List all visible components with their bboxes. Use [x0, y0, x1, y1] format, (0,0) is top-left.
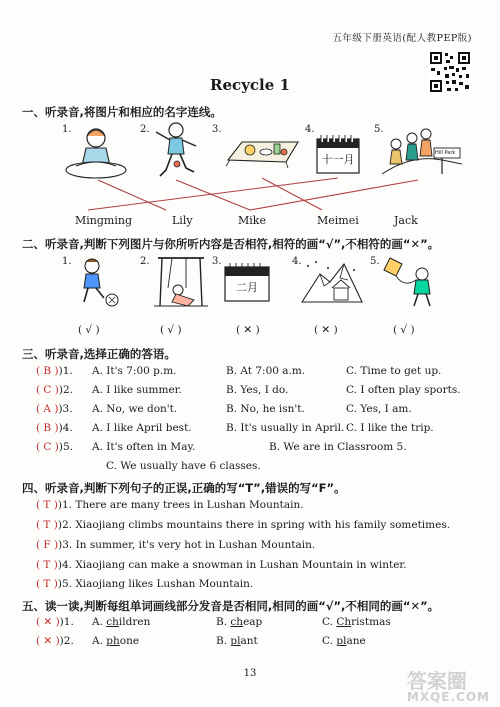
- s3-item-2: [36, 384, 73, 396]
- s2-answer-1: ( √ ): [78, 324, 100, 336]
- s3-item-5-option-b: B. We are in Classroom 5.: [269, 441, 407, 453]
- s3-item-1-number: )1.: [58, 365, 73, 377]
- watermark-line1: 答案圈: [406, 669, 467, 693]
- s3-item-1-option-b: B. At 7:00 a.m.: [226, 365, 306, 377]
- s5-item-2-option-a: A. phone: [92, 635, 140, 647]
- page-title: Recycle 1: [210, 76, 290, 94]
- line-pic4-mingming: [88, 178, 338, 210]
- s1-number-3: 3.: [212, 124, 222, 135]
- s3-item-4-answer: ( B ): [36, 422, 59, 434]
- name-meimei: Meimei: [317, 214, 359, 227]
- name-mingming: Mingming: [75, 214, 132, 227]
- s3-item-4: [36, 422, 73, 434]
- s3-item-3-answer: ( A ): [36, 403, 59, 415]
- s3-item-2-option-a: A. I like summer.: [92, 384, 182, 396]
- s1-number-2: 2.: [140, 124, 150, 135]
- s5-item-2: [36, 635, 74, 647]
- s3-item-5-number: )5.: [58, 441, 74, 453]
- s5-item-2-number: )2.: [59, 635, 74, 647]
- s1-number-5: 5.: [374, 124, 384, 135]
- s4-item-3-answer: ( F ): [36, 539, 59, 551]
- s4-item-4-text: )4. Xiaojiang can make a snowman in Lushan Mountain in winter.: [57, 559, 407, 571]
- s3-item-1: [36, 365, 73, 377]
- calendar-month-label: 十一月: [321, 153, 355, 166]
- s2-answer-4: ( ✕ ): [314, 324, 338, 336]
- s1-number-1: 1.: [62, 124, 72, 135]
- s3-item-2-option-b: B. Yes, I do.: [226, 384, 289, 396]
- name-mike: Mike: [238, 214, 266, 227]
- s4-item-1-answer: ( T ): [36, 499, 58, 511]
- watermark-line2: MXQE.COM: [406, 690, 490, 704]
- s4-item-5-answer: ( T ): [36, 578, 58, 590]
- s5-item-1-a-underline: ch: [106, 616, 119, 628]
- s2-number-2: 2.: [140, 256, 150, 267]
- s5-item-2-answer: ( ✕ ): [36, 635, 60, 647]
- watermark-logo: [407, 671, 490, 703]
- s3-item-1-option-a: A. It's 7:00 p.m.: [92, 365, 177, 377]
- s3-item-1-option-c: C. Time to get up.: [346, 365, 442, 377]
- s2-number-3: 3.: [212, 256, 222, 267]
- s3-item-1-answer: ( B ): [36, 365, 59, 377]
- s3-item-2-option-c: C. I often play sports.: [346, 384, 461, 396]
- s2-number-4: 4.: [292, 256, 302, 267]
- boy-playing-football-picture: [72, 256, 122, 310]
- calendar-picture-february: [224, 262, 270, 302]
- s3-item-3-option-b: B. No, he isn't.: [226, 403, 305, 415]
- s5-item-1: [36, 616, 74, 628]
- line-pic1-lily: [98, 180, 166, 210]
- s2-number-1: 1.: [62, 256, 72, 267]
- snowy-hill-picture: [300, 256, 364, 308]
- s2-number-5: 5.: [370, 256, 380, 267]
- line-pic2-mike: [176, 180, 250, 210]
- section3-heading: 三、听录音,选择正确的答语。: [22, 347, 176, 361]
- section5-heading: 五、读一读,判断每组单词画线部分发音是否相同,相同的画“√”,不相同的画“✕”。: [22, 599, 440, 613]
- s4-item-5-text: )5. Xiaojiang likes Lushan Mountain.: [57, 578, 254, 590]
- name-jack: Jack: [394, 214, 418, 227]
- s4-item-1-text: )1. There are many trees in Lushan Mountain.: [57, 499, 304, 511]
- book-header: 五年级下册英语(配人教PEP版): [332, 33, 472, 44]
- page-number: 13: [243, 668, 257, 679]
- line-pic3-meimei: [262, 178, 322, 210]
- s2-answer-5: ( √ ): [393, 324, 415, 336]
- boy-flying-kite-picture: [380, 254, 440, 310]
- s4-item-2-text: )2. Xiaojiang climbs mountains there in spring with his family sometimes.: [57, 519, 451, 531]
- hill-park-sign: Hill Park: [435, 150, 456, 156]
- tree-swing-picture: [150, 254, 212, 310]
- s4-item-3: [36, 539, 315, 551]
- s5-item-2-option-b: B. plant: [216, 635, 258, 647]
- s2-answer-3: ( ✕ ): [236, 324, 260, 336]
- s4-item-1: [36, 499, 304, 511]
- s4-item-2: [36, 519, 450, 531]
- section2-heading: 二、听录音,判断下列图片与你所听内容是否相符,相符的画“√”,不相符的画“✕”。: [22, 237, 440, 251]
- s4-item-2-answer: ( T ): [36, 519, 58, 531]
- name-lily: Lily: [172, 214, 193, 227]
- s4-item-5: [36, 578, 253, 590]
- section1-heading: 一、听录音,将图片和相应的名字连线。: [22, 105, 222, 119]
- s5-item-2-c-underline: pl: [336, 635, 347, 647]
- s4-item-4: [36, 559, 407, 571]
- s3-item-2-number: )2.: [58, 384, 74, 396]
- s5-item-1-option-a: A. children: [92, 616, 151, 628]
- section4-heading: 四、听录音,判断下列句子的正误,正确的写“T”,错误的写“F”。: [22, 481, 346, 495]
- s4-item-4-answer: ( T ): [36, 559, 58, 571]
- s3-item-3: [36, 403, 73, 415]
- s5-item-1-c-underline: Ch: [336, 616, 352, 628]
- calendar-month-label-2: 二月: [236, 281, 258, 294]
- s3-item-5-option-a: A. It's often in May.: [92, 441, 196, 453]
- s5-item-1-b-underline: ch: [230, 616, 244, 628]
- s5-item-2-b-underline: pl: [230, 635, 241, 647]
- s1-number-4: 4.: [305, 124, 315, 135]
- s3-item-4-number: )4.: [58, 422, 73, 434]
- s5-item-2-option-c: C. plane: [322, 635, 366, 647]
- s3-item-5: [36, 441, 73, 453]
- s3-item-5-option-c: C. We usually have 6 classes.: [106, 460, 261, 472]
- s5-item-1-number: )1.: [59, 616, 74, 628]
- s5-item-1-option-b: B. cheap: [216, 616, 263, 628]
- s3-item-4-option-a: A. I like April best.: [92, 422, 192, 434]
- s3-item-2-answer: ( C ): [36, 384, 59, 396]
- s3-item-3-number: )3.: [58, 403, 73, 415]
- s3-item-3-option-a: A. No, we don't.: [92, 403, 178, 415]
- s3-item-4-option-b: B. It's usually in April.: [226, 422, 345, 434]
- s2-answer-2: ( √ ): [160, 324, 182, 336]
- s4-item-3-text: )3. In summer, it's very hot in Lushan Mountain.: [58, 539, 316, 551]
- s3-item-4-option-c: C. I like the trip.: [346, 422, 434, 434]
- s5-item-1-answer: ( ✕ ): [36, 616, 60, 628]
- s5-item-2-a-underline: ph: [106, 635, 120, 647]
- s5-item-1-option-c: C. Christmas: [322, 616, 391, 628]
- s3-item-3-option-c: C. Yes, I am.: [346, 403, 412, 415]
- s3-item-5-answer: ( C ): [36, 441, 59, 453]
